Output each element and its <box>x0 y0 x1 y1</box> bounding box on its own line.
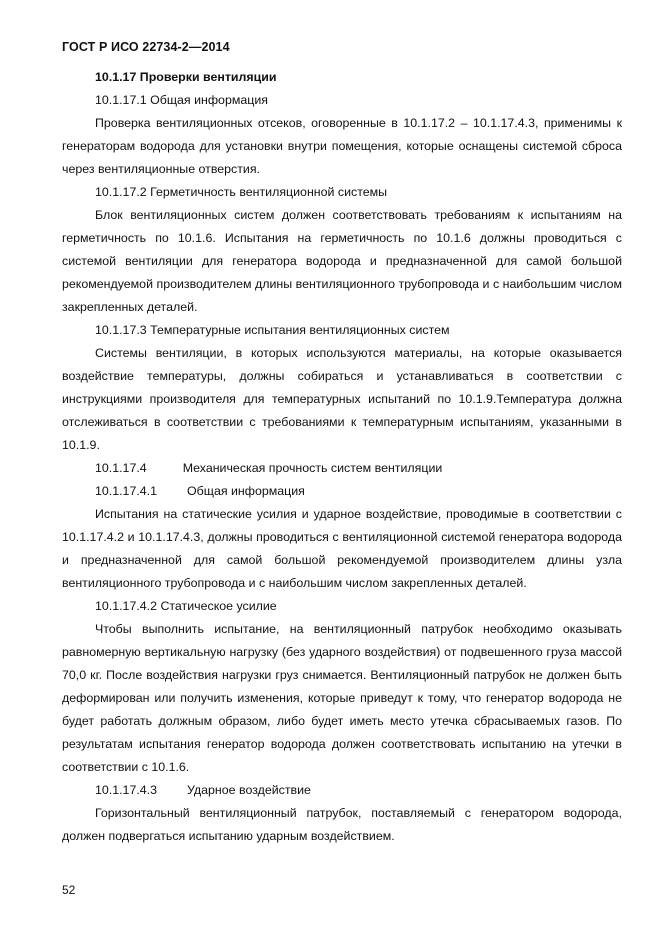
subsection-title-10-1-17-4-2: 10.1.17.4.2 Статическое усилие <box>95 599 277 613</box>
section-title-10-1-17: 10.1.17 Проверки вентиляции <box>95 70 277 84</box>
paragraph-10-1-17-4-3: Горизонтальный вентиляционный патрубок, поставляемый с генератором водорода, должен подвергаться испытанию ударным воздействием. <box>62 806 622 843</box>
paragraph-10-1-17-2: Блок вентиляционных систем должен соответствовать требованиям к испытаниям на герметичность по 10.1.6. Испытания на герметичность по 10.1.6 должны проводиться с системой вентиляции для генератора водорода и предназначенной для самой большой рекомендуемой производителем длины вентиляционного трубопровода и с наибольшим числом закрепленных деталей. <box>62 208 622 314</box>
subsection-title-10-1-17-4 <box>62 457 622 480</box>
page-number: 52 <box>62 883 76 897</box>
paragraph-10-1-17-4-1: Испытания на статические усилия и ударное воздействие, проводимые в соответствии с 10.1.17.4.2 и 10.1.17.4.3, должны проводиться с вентиляционной системой генератора водорода и предназначенной для самой большой рекомендуемой производителем длины узла вентиляционного трубопровода и с наибольшим числом закрепленных деталей. <box>62 507 622 590</box>
paragraph-10-1-17-1: Проверка вентиляционных отсеков, оговоренные в 10.1.17.2 – 10.1.17.4.3, применимы к генераторам водорода для установки внутри помещения, которые оснащены системой сброса через вентиляционные отверстия. <box>62 116 622 176</box>
subsection-title-text: Ударное воздействие <box>187 783 311 797</box>
paragraph-10-1-17-3: Системы вентиляции, в которых используются материалы, на которые оказывается воздействие температуры, должны собираться и устанавливаться в соответствии с инструкциями производителя для температурных испытаний по 10.1.9.Температура должна отслеживаться в соответствии с требованиями к температурным испытаниям, указанными в 10.1.9. <box>62 346 622 452</box>
paragraph-10-1-17-4-2: Чтобы выполнить испытание, на вентиляционный патрубок необходимо оказывать равномерную вертикальную нагрузку (без ударного воздействия) от подвешенного груза массой 70,0 кг. После воздействия нагрузки груз снимается. Вентиляционный патрубок не должен быть деформирован или получить изменения, которые приведут к тому, что генератор водорода не будет работать должным образом, либо будет иметь место утечка сбрасываемых газов. По результатам испытания генератор водорода должен соответствовать испытанию на утечки в соответствии с 10.1.6. <box>62 622 622 774</box>
subsection-number: 10.1.17.4.1 <box>95 484 158 498</box>
subsection-number: 10.1.17.4.3 <box>95 783 158 797</box>
subsection-number: 10.1.17.4 <box>95 461 147 475</box>
subsection-title-10-1-17-4-3 <box>62 779 622 802</box>
subsection-title-10-1-17-2: 10.1.17.2 Герметичность вентиляционной системы <box>95 185 388 199</box>
subsection-title-10-1-17-3: 10.1.17.3 Температурные испытания вентиляционных систем <box>95 323 450 337</box>
subsection-title-10-1-17-1: 10.1.17.1 Общая информация <box>95 93 268 107</box>
document-body <box>62 66 622 848</box>
subsection-title-text: Общая информация <box>187 484 305 498</box>
document-header: ГОСТ Р ИСО 22734-2—2014 <box>62 40 230 54</box>
subsection-title-10-1-17-4-1 <box>62 480 622 503</box>
subsection-title-text: Механическая прочность систем вентиляции <box>182 461 443 475</box>
